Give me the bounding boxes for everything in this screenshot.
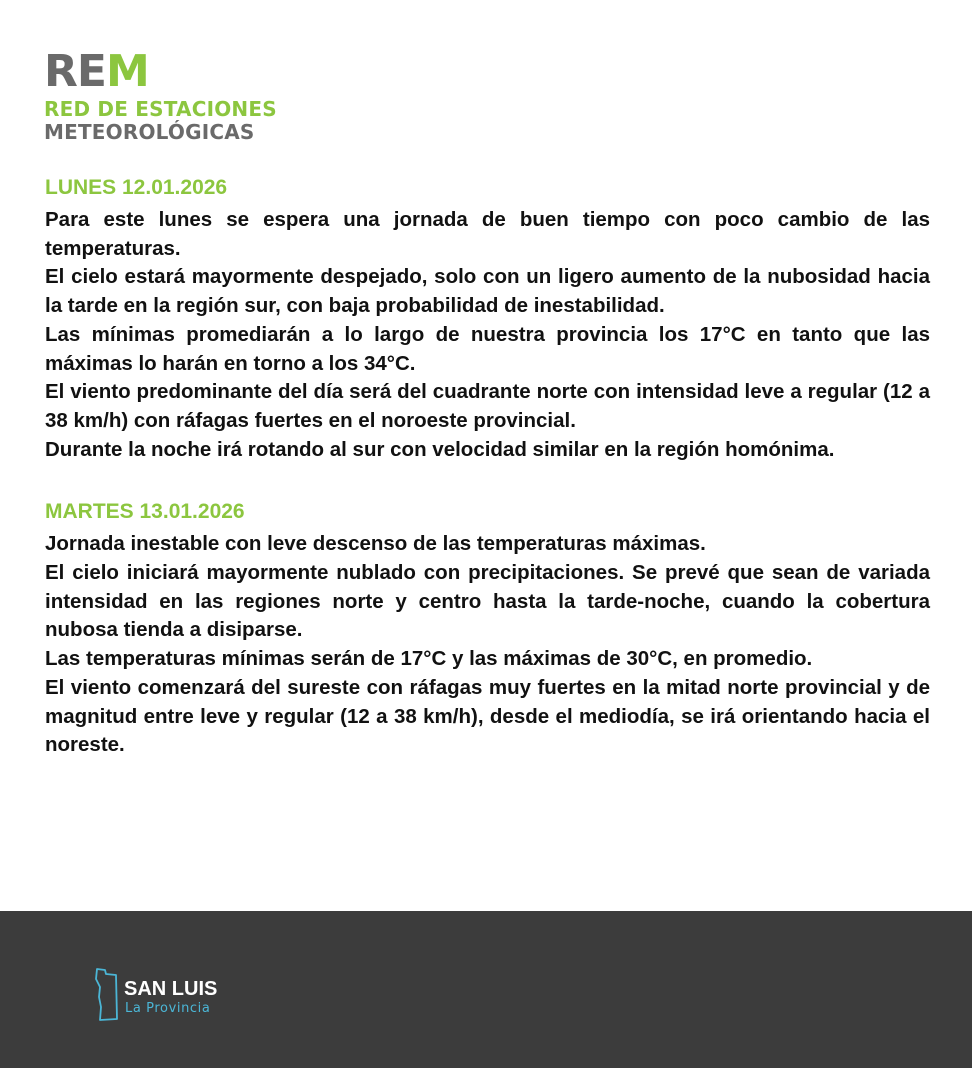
forecast-paragraph: El viento comenzará del sureste con ráfagas muy fuertes en la mitad norte provincial y de magnitud entre leve y regular (12 a 38 km/h), desde el mediodía, se irá orientando hacia el noreste. [45, 675, 930, 757]
forecast-paragraph: El cielo iniciará mayormente nublado con precipitaciones. Se prevé que sean de variada intensidad en las regiones norte y centro hasta la tarde-noche, cuando la cobertura nubosa tienda a disiparse. [45, 561, 930, 642]
forecast-paragraph: El viento predominante del día será del cuadrante norte con intensidad leve a regular (12 a 38 km/h) con ráfagas fuertes en el noroeste provincial. [45, 380, 930, 432]
rem-logo-wordmark [44, 46, 277, 97]
forecast-paragraph: El cielo estará mayormente despejado, solo con un ligero aumento de la nubosidad hacia la tarde en la región sur, con baja probabilidad de inestabilidad. [45, 265, 930, 318]
forecast-paragraph: Durante la noche irá rotando al sur con velocidad similar en la región homónima. [45, 437, 835, 461]
forecast-paragraph: Las temperaturas mínimas serán de 17°C y las máximas de 30°C, en promedio. [45, 647, 813, 671]
forecast-paragraph: Para este lunes se espera una jornada de buen tiempo con poco cambio de las temperaturas. [45, 208, 930, 260]
rem-logo-re: RE [44, 46, 106, 97]
section-spacer [45, 464, 930, 498]
day-title: LUNES 12.01.2026 [45, 176, 228, 199]
day-title: MARTES 13.01.2026 [45, 500, 245, 524]
san-luis-subtitle: La Provincia [125, 1001, 211, 1016]
forecast-paragraph: Las mínimas promediarán a lo largo de nuestra provincia los 17°C en tanto que las máximas lo harán en torno a los 34°C. [45, 322, 930, 375]
rem-logo-line1: RED DE ESTACIONES [44, 97, 277, 121]
forecast-paragraph: Jornada inestable con leve descenso de las temperaturas máximas. [45, 532, 706, 556]
forecast-content [45, 174, 930, 760]
san-luis-logo [94, 967, 234, 1023]
rem-logo-m: M [105, 46, 149, 97]
forecast-day-tuesday [45, 498, 930, 760]
rem-logo-line2: METEOROLÓGICAS [44, 120, 255, 144]
rem-logo [44, 46, 277, 144]
san-luis-map-icon [94, 967, 122, 1023]
san-luis-title: SAN LUIS [124, 978, 218, 1000]
forecast-day-monday [45, 174, 930, 464]
